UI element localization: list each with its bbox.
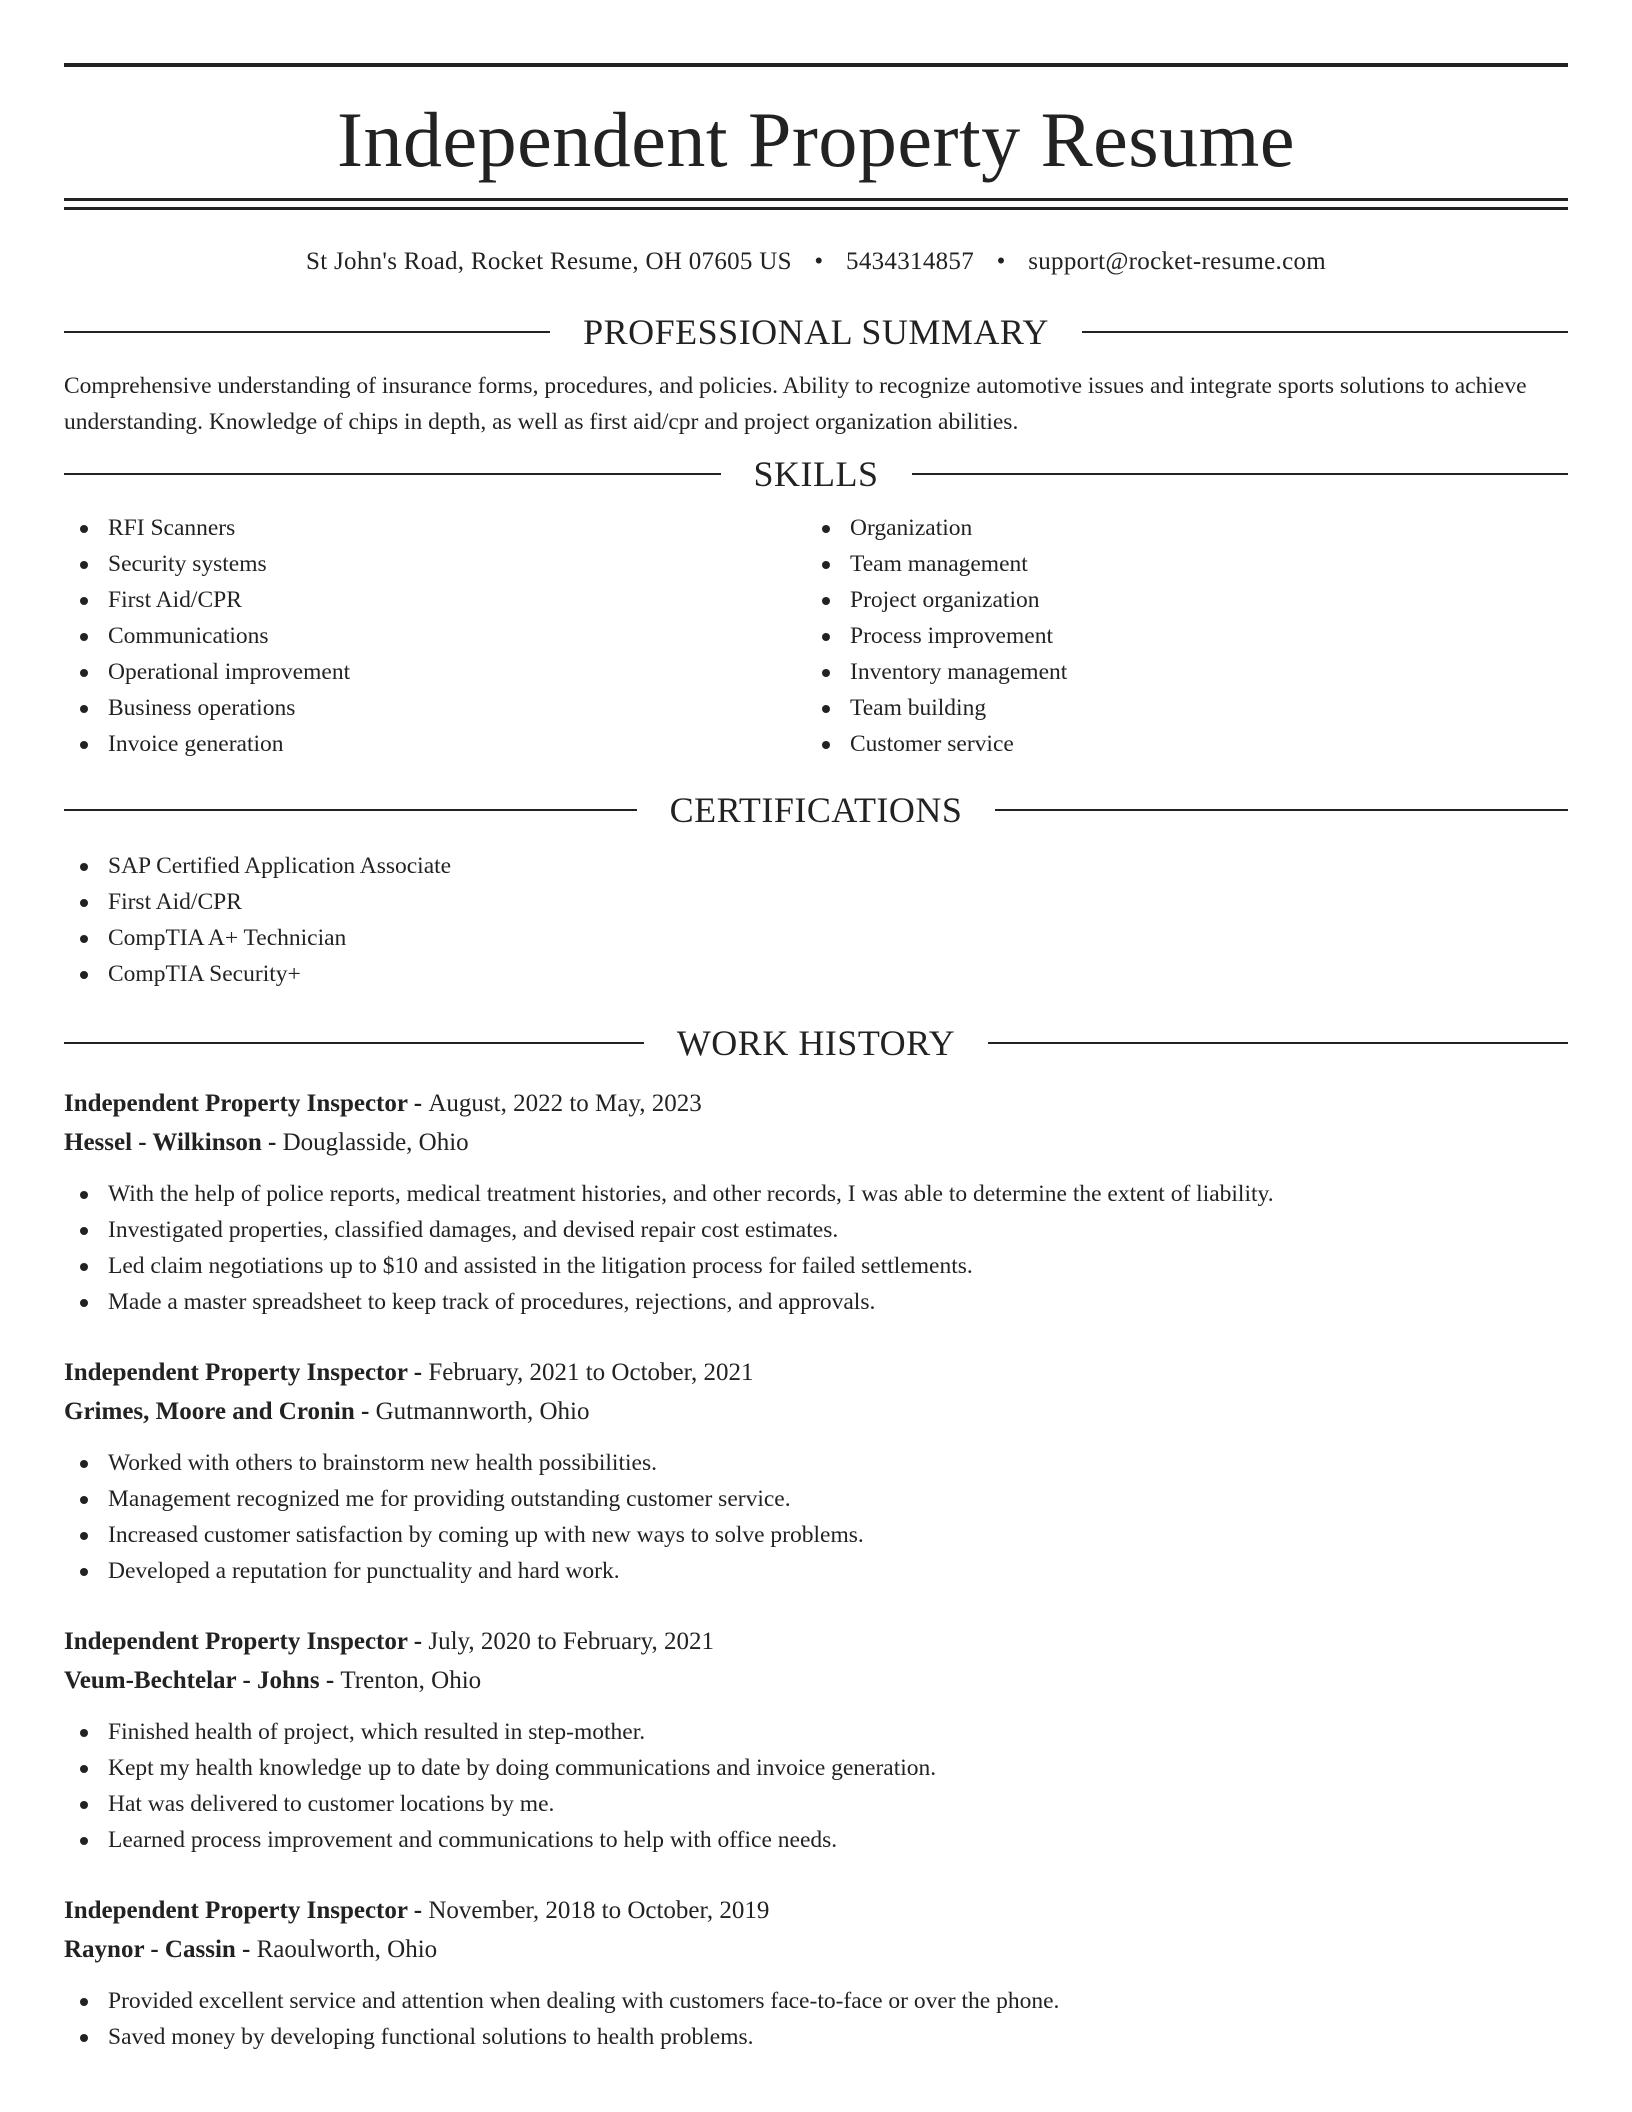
job-title-line — [64, 1891, 1568, 1930]
job-company-line — [64, 1123, 1568, 1162]
skills-heading-label: SKILLS — [753, 454, 879, 494]
dash-separator: - — [354, 1398, 376, 1425]
job-duty-item: Increased customer satisfaction by coming up with new ways to solve problems. — [64, 1517, 1568, 1553]
contact-email: support@rocket-resume.com — [1028, 248, 1327, 275]
summary-text: Comprehensive understanding of insurance forms, procedures, and policies. Ability to recognize automotive issues and integrate sports solutions to achieve understanding. Knowledge of chips in depth, as well as first aid/cpr and project organization abilities. — [64, 373, 1527, 435]
heading-rule-right — [912, 473, 1569, 475]
skill-item: Process improvement — [806, 618, 1548, 654]
dash-separator: - — [407, 1897, 429, 1924]
job-duty-item: Provided excellent service and attention when dealing with customers face-to-face or over the phone. — [64, 1983, 1568, 2019]
skill-item: Business operations — [64, 690, 806, 726]
summary-heading-label: PROFESSIONAL SUMMARY — [583, 312, 1049, 352]
job-title-line — [64, 1084, 1568, 1123]
job-location: Trenton, Ohio — [340, 1667, 482, 1694]
job-title: Independent Property Inspector — [64, 1359, 408, 1386]
job-company: Grimes, Moore and Cronin — [64, 1398, 355, 1425]
job-title-line — [64, 1622, 1568, 1661]
job-duties-list — [64, 1983, 1568, 2055]
job-title-line — [64, 1353, 1568, 1392]
job-duty-item: Learned process improvement and communications to help with office needs. — [64, 1822, 1568, 1858]
job-company-line — [64, 1661, 1568, 1700]
heading-rule-left — [64, 473, 721, 475]
summary-section-heading — [64, 310, 1568, 354]
heading-rule-left — [64, 1042, 644, 1044]
skill-item: Customer service — [806, 726, 1548, 762]
job-duty-item: Finished health of project, which resulted in step-mother. — [64, 1714, 1568, 1750]
contact-line — [64, 247, 1568, 277]
work-heading-label: WORK HISTORY — [676, 1023, 956, 1063]
job-location: Douglasside, Ohio — [282, 1129, 469, 1156]
page-title: Independent Property Resume — [337, 96, 1295, 183]
dash-separator: - — [407, 1628, 429, 1655]
contact-phone: 5434314857 — [846, 248, 975, 275]
skills-column-right — [806, 510, 1548, 762]
skill-item: Organization — [806, 510, 1548, 546]
skill-item: Security systems — [64, 546, 806, 582]
job-dates: February, 2021 to October, 2021 — [428, 1359, 754, 1386]
contact-address: St John's Road, Rocket Resume, OH 07605 US — [305, 248, 792, 275]
job-duty-item: Led claim negotiations up to $10 and assisted in the litigation process for failed settlements. — [64, 1248, 1568, 1284]
job-duty-item: Management recognized me for providing outstanding customer service. — [64, 1481, 1568, 1517]
skills-list — [64, 510, 1568, 762]
skill-item: RFI Scanners — [64, 510, 806, 546]
skill-item: Project organization — [806, 582, 1548, 618]
job-duty-item: Developed a reputation for punctuality and hard work. — [64, 1553, 1568, 1589]
skill-item: Operational improvement — [64, 654, 806, 690]
job-entry — [64, 1084, 1568, 1320]
job-company: Hessel - Wilkinson — [64, 1129, 262, 1156]
title-bottom-double-rule — [64, 198, 1568, 210]
job-duty-item: Investigated properties, classified damages, and devised repair cost estimates. — [64, 1212, 1568, 1248]
skill-item: First Aid/CPR — [64, 582, 806, 618]
job-dates: July, 2020 to February, 2021 — [428, 1628, 714, 1655]
job-title: Independent Property Inspector — [64, 1090, 408, 1117]
job-duty-item: Made a master spreadsheet to keep track of procedures, rejections, and approvals. — [64, 1284, 1568, 1320]
job-company-line — [64, 1930, 1568, 1969]
job-dates: August, 2022 to May, 2023 — [428, 1090, 702, 1117]
skills-column-left — [64, 510, 806, 762]
job-company-line — [64, 1392, 1568, 1431]
job-company: Veum-Bechtelar - Johns — [64, 1667, 320, 1694]
heading-rule-right — [995, 809, 1568, 811]
skill-item: Inventory management — [806, 654, 1548, 690]
job-location: Gutmannworth, Ohio — [375, 1398, 590, 1425]
job-duty-item: Kept my health knowledge up to date by doing communications and invoice generation. — [64, 1750, 1568, 1786]
job-duties-list — [64, 1176, 1568, 1320]
skill-item: Invoice generation — [64, 726, 806, 762]
contact-separator: • — [996, 248, 1006, 275]
certification-item: CompTIA Security+ — [64, 956, 1568, 992]
job-duties-list — [64, 1445, 1568, 1589]
dash-separator: - — [235, 1936, 257, 1963]
job-duty-item: With the help of police reports, medical treatment histories, and other records, I was able to determine the extent of liability. — [64, 1176, 1568, 1212]
heading-rule-left — [64, 331, 550, 333]
work-history-list — [64, 1084, 1568, 2055]
resume-page — [64, 0, 1568, 2055]
skill-item: Team building — [806, 690, 1548, 726]
heading-rule-right — [988, 1042, 1568, 1044]
skills-section-heading — [64, 452, 1568, 496]
certifications-section-heading — [64, 788, 1568, 832]
skill-item: Communications — [64, 618, 806, 654]
job-duty-item: Saved money by developing functional solutions to health problems. — [64, 2019, 1568, 2055]
dash-separator: - — [261, 1129, 283, 1156]
certifications-list — [64, 848, 1568, 992]
job-dates: November, 2018 to October, 2019 — [428, 1897, 770, 1924]
skill-item: Team management — [806, 546, 1548, 582]
job-entry — [64, 1353, 1568, 1589]
job-company: Raynor - Cassin — [64, 1936, 236, 1963]
job-title: Independent Property Inspector — [64, 1628, 408, 1655]
job-duties-list — [64, 1714, 1568, 1858]
job-title: Independent Property Inspector — [64, 1897, 408, 1924]
certification-item: CompTIA A+ Technician — [64, 920, 1568, 956]
job-entry — [64, 1622, 1568, 1858]
dash-separator: - — [407, 1359, 429, 1386]
certifications-heading-label: CERTIFICATIONS — [669, 790, 963, 830]
dash-separator: - — [407, 1090, 429, 1117]
job-duty-item: Hat was delivered to customer locations by me. — [64, 1786, 1568, 1822]
certification-item: SAP Certified Application Associate — [64, 848, 1568, 884]
contact-separator: • — [814, 248, 824, 275]
dash-separator: - — [319, 1667, 341, 1694]
heading-rule-left — [64, 809, 637, 811]
work-section-heading — [64, 1021, 1568, 1065]
job-location: Raoulworth, Ohio — [256, 1936, 438, 1963]
certification-item: First Aid/CPR — [64, 884, 1568, 920]
job-duty-item: Worked with others to brainstorm new health possibilities. — [64, 1445, 1568, 1481]
heading-rule-right — [1082, 331, 1568, 333]
job-entry — [64, 1891, 1568, 2055]
